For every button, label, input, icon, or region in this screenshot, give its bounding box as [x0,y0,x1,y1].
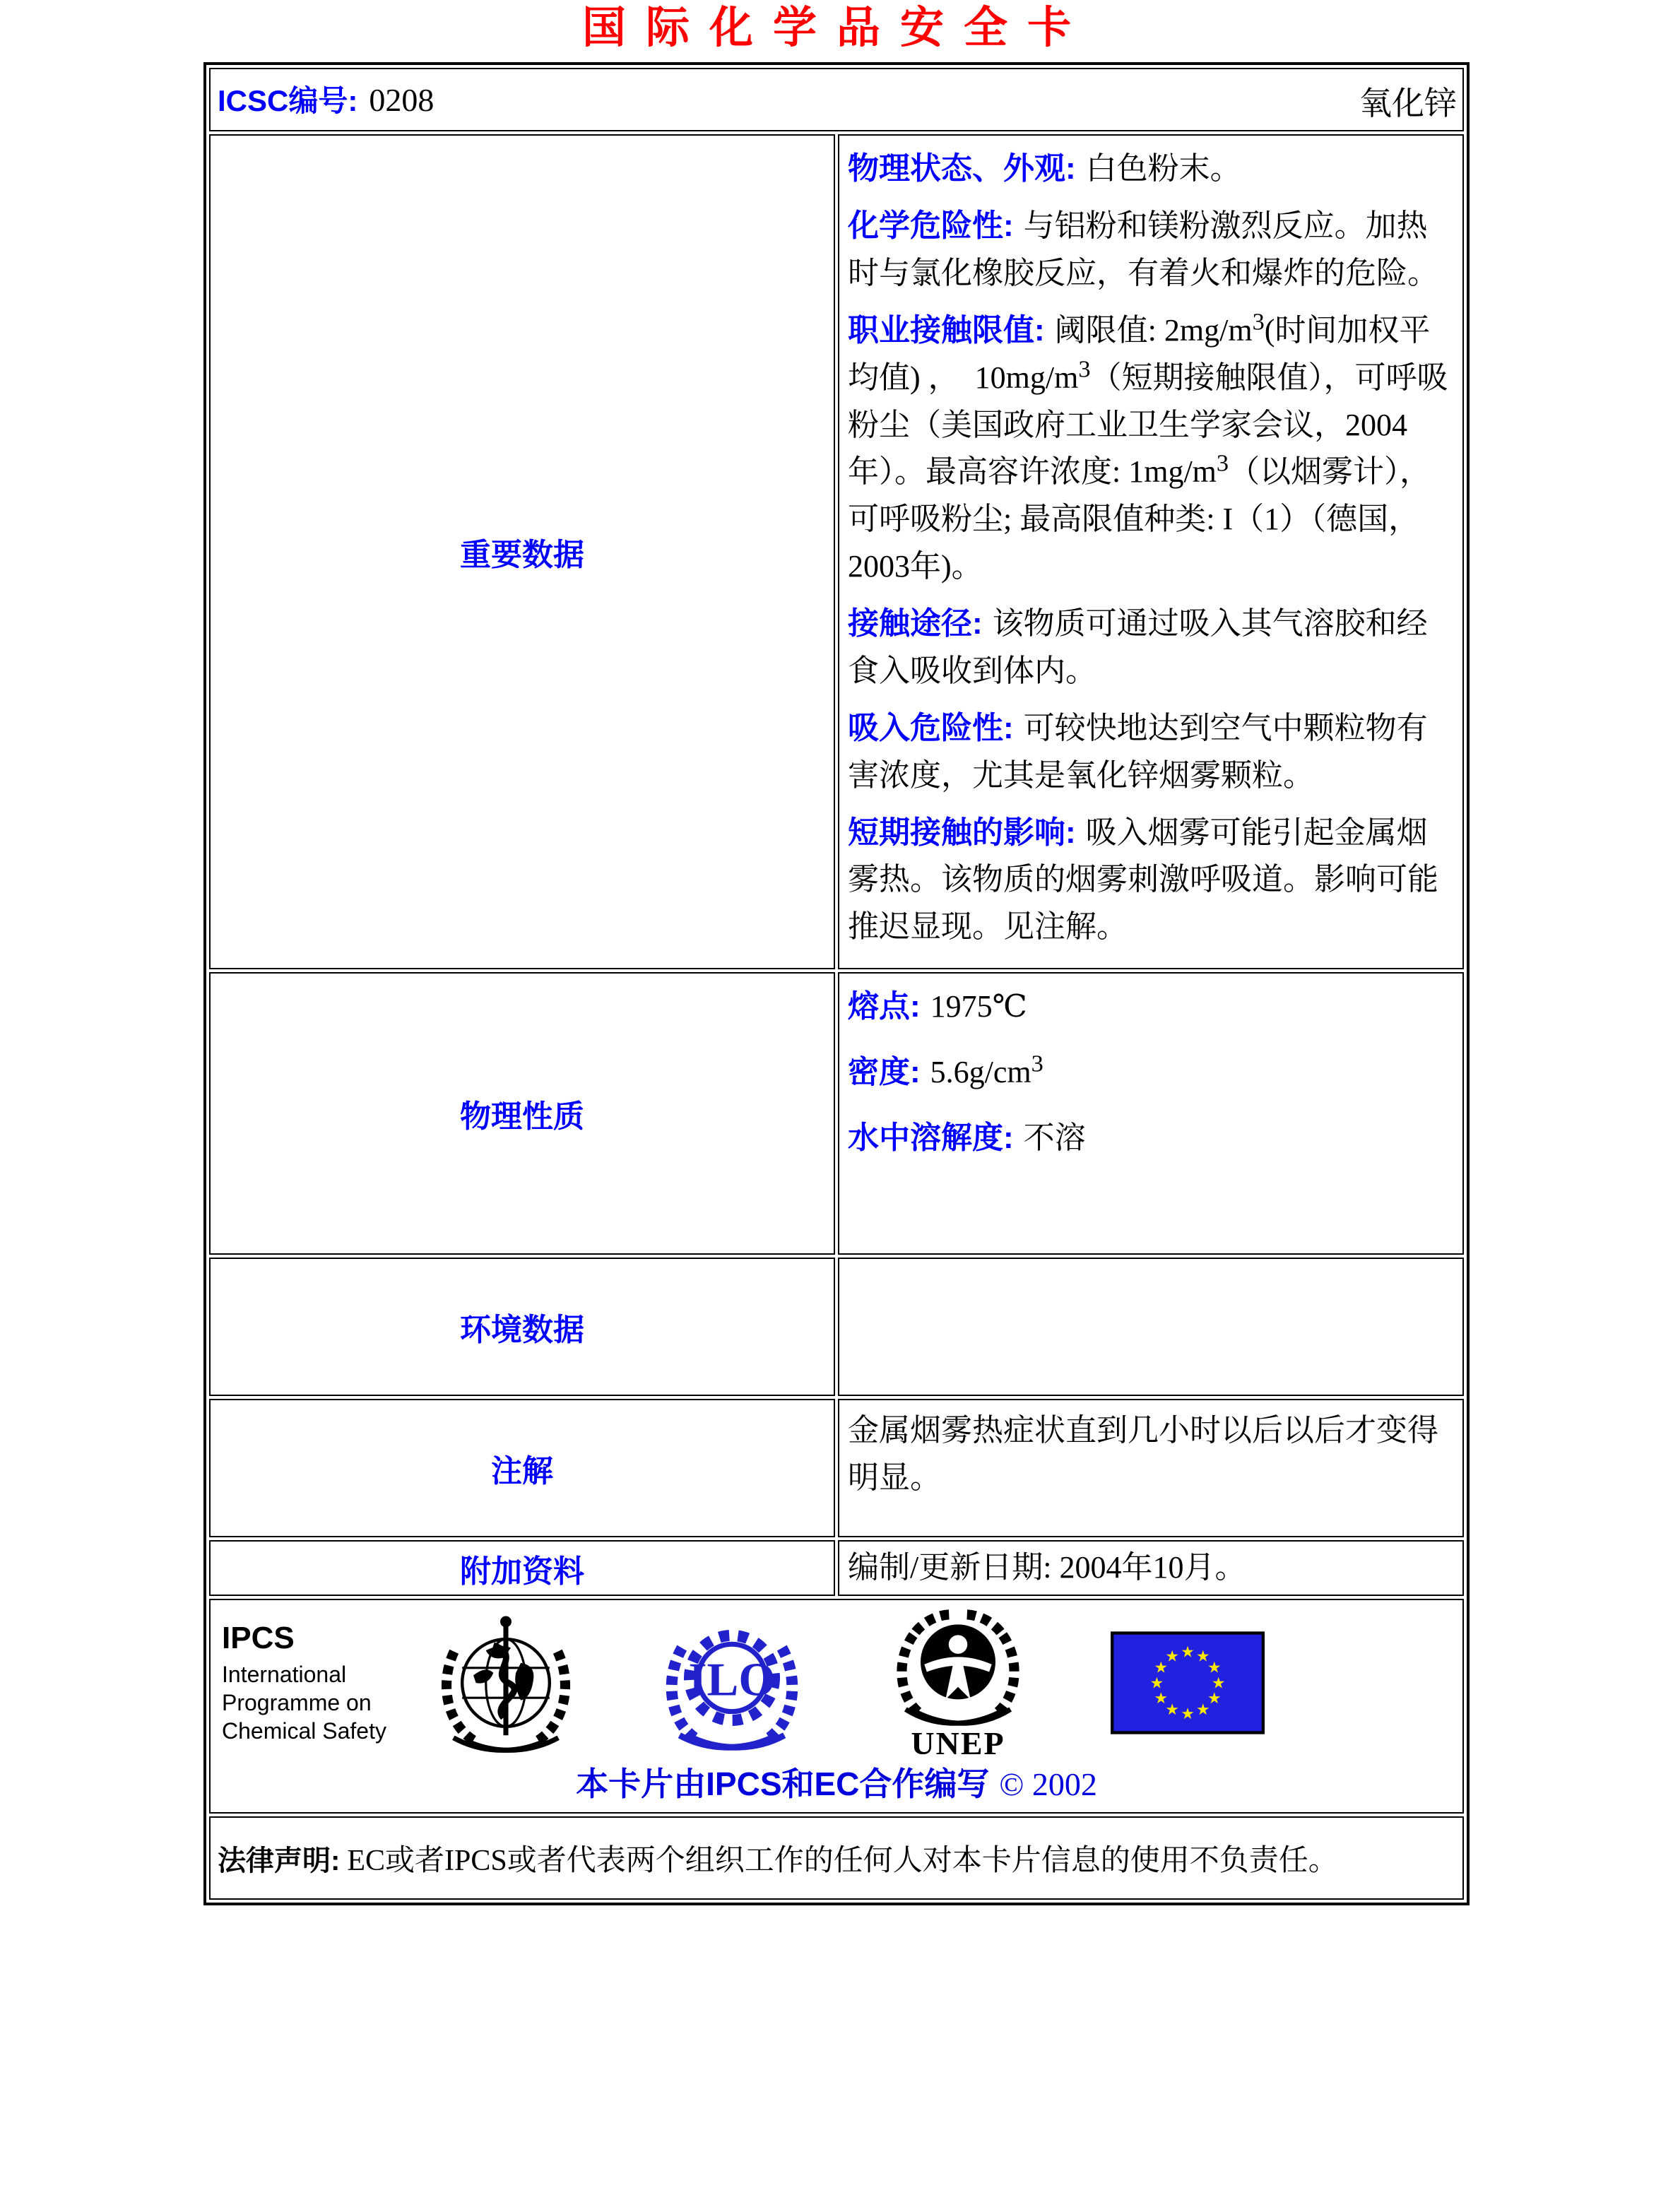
field-physical-state [848,146,1455,193]
svg-text:★: ★ [1154,1659,1168,1677]
environmental-data-content [838,1258,1464,1396]
field-label: 物理状态、外观: [848,151,1076,187]
svg-text:★: ★ [1165,1701,1179,1720]
footer-row [209,1599,1464,1814]
logo-row [219,1607,1454,1761]
legal-text: EC或者IPCS或者代表两个组织工作的任何人对本卡片信息的使用不负责任。 [347,1845,1338,1878]
field-label: 熔点: [848,989,921,1024]
field-text: （短期接触限值），可呼吸粉尘（美国政府工业卫生学家会议，2004年）。最高容许浓度: 1mg/m [848,360,1448,490]
superscript: 3 [1216,449,1229,477]
ipcs-name-line: Programme on [222,1690,372,1716]
eu-flag-icon [1111,1631,1265,1734]
field-text: (时间加权平均值) ， 10mg/m [848,312,1431,395]
field-short-term-effects [848,810,1455,952]
field-text: 1975℃ [930,989,1027,1024]
credit-line [219,1758,1454,1805]
svg-text:★: ★ [1149,1674,1164,1693]
field-text: 与铝粉和镁粉激烈反应。加热时与氯化橡胶反应，有着火和爆炸的危险。 [848,208,1438,290]
field-label: 吸入危险性: [848,710,1014,745]
ilo-logo [657,1608,807,1758]
field-label: 职业接触限值: [848,312,1045,348]
ipcs-name-line: International [222,1662,347,1688]
section-label-additional: 附加资料 [209,1540,835,1596]
field-chemical-danger [848,203,1455,297]
field-occupational-limits [848,307,1455,591]
page-title: 国际化学品安全卡 [581,4,1091,52]
field-melting-point [848,983,1455,1031]
who-logo [431,1608,581,1758]
environmental-data-row [209,1258,1464,1396]
field-text: 5.6g/cm [930,1055,1031,1090]
additional-info-content: 编制/更新日期: 2004年10月。 [838,1540,1464,1596]
field-label: 密度: [848,1055,921,1090]
svg-text:★: ★ [1181,1643,1195,1662]
physical-properties-row [209,972,1464,1255]
ipcs-acronym: IPCS [222,1621,295,1656]
field-text: 白色粉末。 [1085,151,1241,187]
physical-properties-content [838,972,1464,1255]
unep-logo [883,1604,1033,1762]
field-text: （以烟雾计），可呼吸粉尘; 最高限值种类: I（1）（德国，2003年)。 [848,454,1431,584]
chemical-name: 氧化锌 [1359,85,1457,122]
field-label: 水中溶解度: [848,1120,1014,1155]
icsc-number-value: 0208 [369,82,434,119]
footer-cell [209,1599,1464,1814]
svg-text:★: ★ [1165,1648,1179,1666]
svg-text:★: ★ [1211,1674,1226,1693]
field-label: 化学危险性: [848,208,1014,244]
field-text: 该物质可通过吸入其气溶胶和经食入吸收到体内。 [848,606,1428,688]
superscript: 3 [1031,1050,1044,1077]
field-water-solubility [848,1115,1455,1162]
ipcs-name-line: Chemical Safety [222,1718,386,1744]
svg-text:★: ★ [1196,1648,1210,1666]
field-label: 短期接触的影响: [848,815,1076,850]
unep-caption: UNEP [911,1725,1005,1761]
header-row [209,68,1464,131]
field-density [848,1049,1455,1096]
section-label-important: 重要数据 [209,134,835,969]
important-data-content [838,134,1464,969]
field-inhalation-risk [848,705,1455,800]
svg-text:★: ★ [1207,1659,1222,1677]
section-label-notes: 注解 [209,1399,835,1537]
section-label-physical: 物理性质 [209,972,835,1255]
legal-label: 法律声明: [218,1845,341,1877]
svg-text:★: ★ [1196,1701,1210,1720]
field-label: 接触途径: [848,606,983,641]
field-exposure-routes [848,601,1455,695]
field-text: 吸入烟雾可能引起金属烟雾热。该物质的烟雾刺激呼吸道。影响可能推迟显现。见注解。 [848,815,1438,945]
superscript: 3 [1078,355,1091,383]
svg-text:★: ★ [1154,1690,1168,1708]
header-cell [209,68,1464,131]
field-text: 阈限值: 2mg/m [1054,312,1253,348]
notes-row [209,1399,1464,1537]
svg-text:★: ★ [1181,1705,1195,1723]
credit-copyright: © 2002 [999,1766,1097,1803]
credit-text: 本卡片由IPCS和EC合作编写 [576,1766,990,1803]
important-data-row [209,134,1464,969]
icsc-number-label: ICSC编号: [218,84,358,118]
notes-content: 金属烟雾热症状直到几小时以后以后才变得明显。 [838,1399,1464,1537]
field-text: 不溶 [1023,1120,1086,1155]
ilo-letters: ILO [688,1652,776,1706]
icsc-card-table [203,62,1470,1905]
field-text: 可较快地达到空气中颗粒物有害浓度，尤其是氧化锌烟雾颗粒。 [848,710,1428,793]
section-label-environmental: 环境数据 [209,1258,835,1396]
icsc-number-group [218,78,434,120]
superscript: 3 [1252,308,1265,336]
legal-cell [209,1816,1464,1900]
additional-info-row [209,1540,1464,1596]
ipcs-text-block [219,1621,431,1745]
svg-text:★: ★ [1207,1690,1222,1708]
legal-row [209,1816,1464,1900]
